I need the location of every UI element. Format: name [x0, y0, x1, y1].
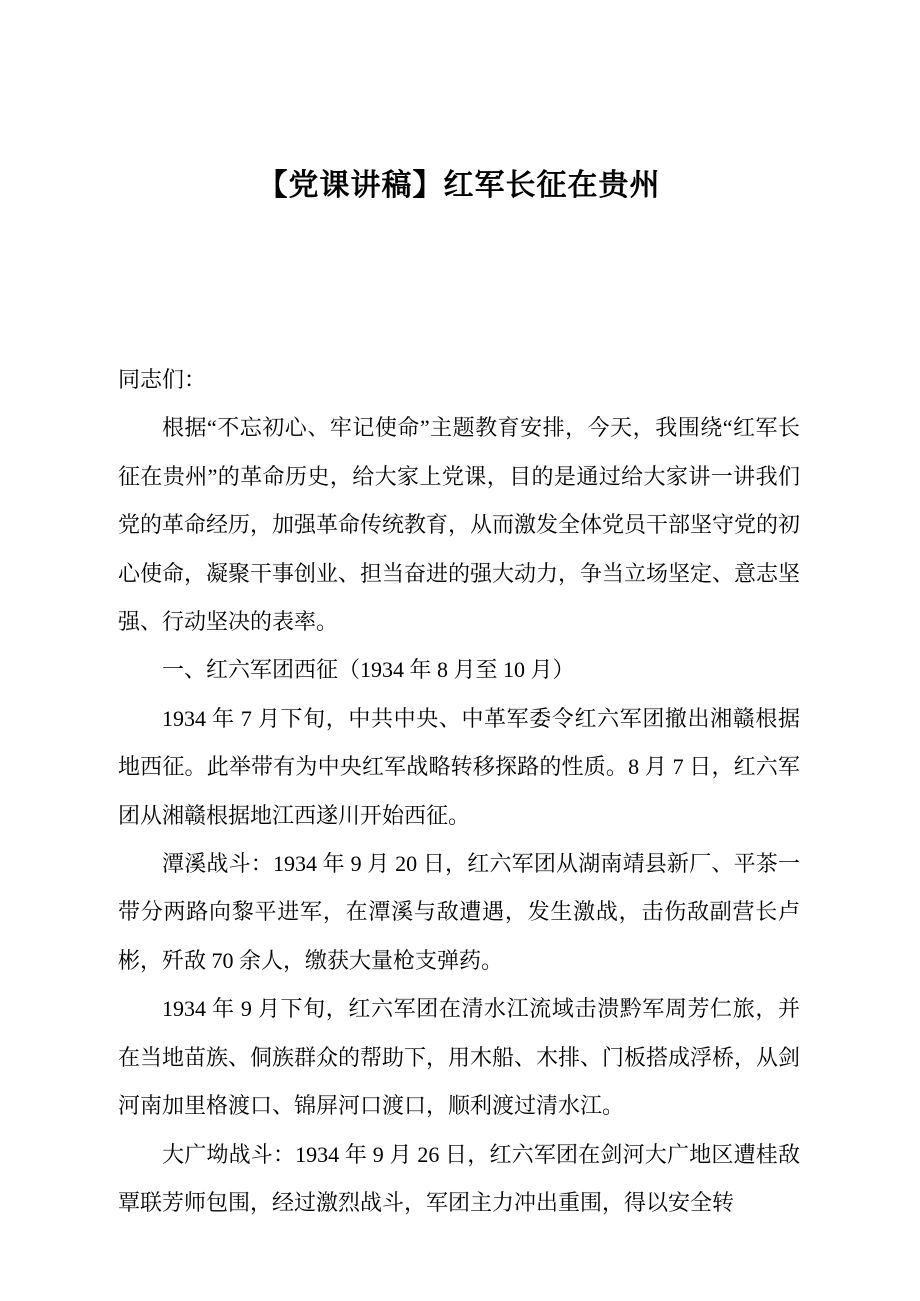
paragraph-salutation: 同志们： — [118, 367, 207, 392]
paragraph-west-expedition: 1934 年 7 月下旬，中共中央、中革军委令红六军团撤出湘赣根据地西征。此举带有为中央红军战略转移探路的性质。8 月 7 日，红六军团从湘赣根据地江西遂川开始西征。 — [118, 705, 800, 828]
paragraph-qingshuijiang: 1934 年 9 月下旬，红六军团在清水江流域击溃黔军周芳仁旅，并在当地苗族、侗族群众的帮助下，用木船、木排、门板搭成浮桥，从剑河南加里格渡口、锦屏河口渡口，顺利渡过清水江。 — [118, 996, 801, 1119]
paragraph-intro: 根据“不忘初心、牢记使命”主题教育安排，今天，我围绕“红军长征在贵州”的革命历史，给大家上党课，目的是通过给大家讲一讲我们党的革命经历，加强革命传统教育，从而激发全体党员干部坚守党的初心使命，凝聚干事创业、担当奋进的强大动力，争当立场坚定、意志坚强、行动坚决的表率。 — [118, 415, 801, 635]
section-heading-1: 一、红六军团西征（1934 年 8 月至 10 月） — [162, 657, 575, 683]
document-body — [118, 356, 800, 1227]
paragraph-daguangao-battle: 大广坳战斗：1934 年 9 月 26 日，红六军团在剑河大广地区遭桂敌覃联芳师包围，经过激烈战斗，军团主力冲出重围，得以安全转 — [118, 1141, 800, 1215]
document-title: 【党课讲稿】红军长征在贵州 — [257, 169, 661, 202]
paragraph-tanxi-battle: 潭溪战斗：1934 年 9 月 20 日，红六军团从湖南靖县新厂、平茶一带分两路向黎平进军，在潭溪与敌遭遇，发生激战，击伤敌副营长卢彬，歼敌 70 余人，缴获大量枪支弹药。 — [118, 851, 800, 973]
